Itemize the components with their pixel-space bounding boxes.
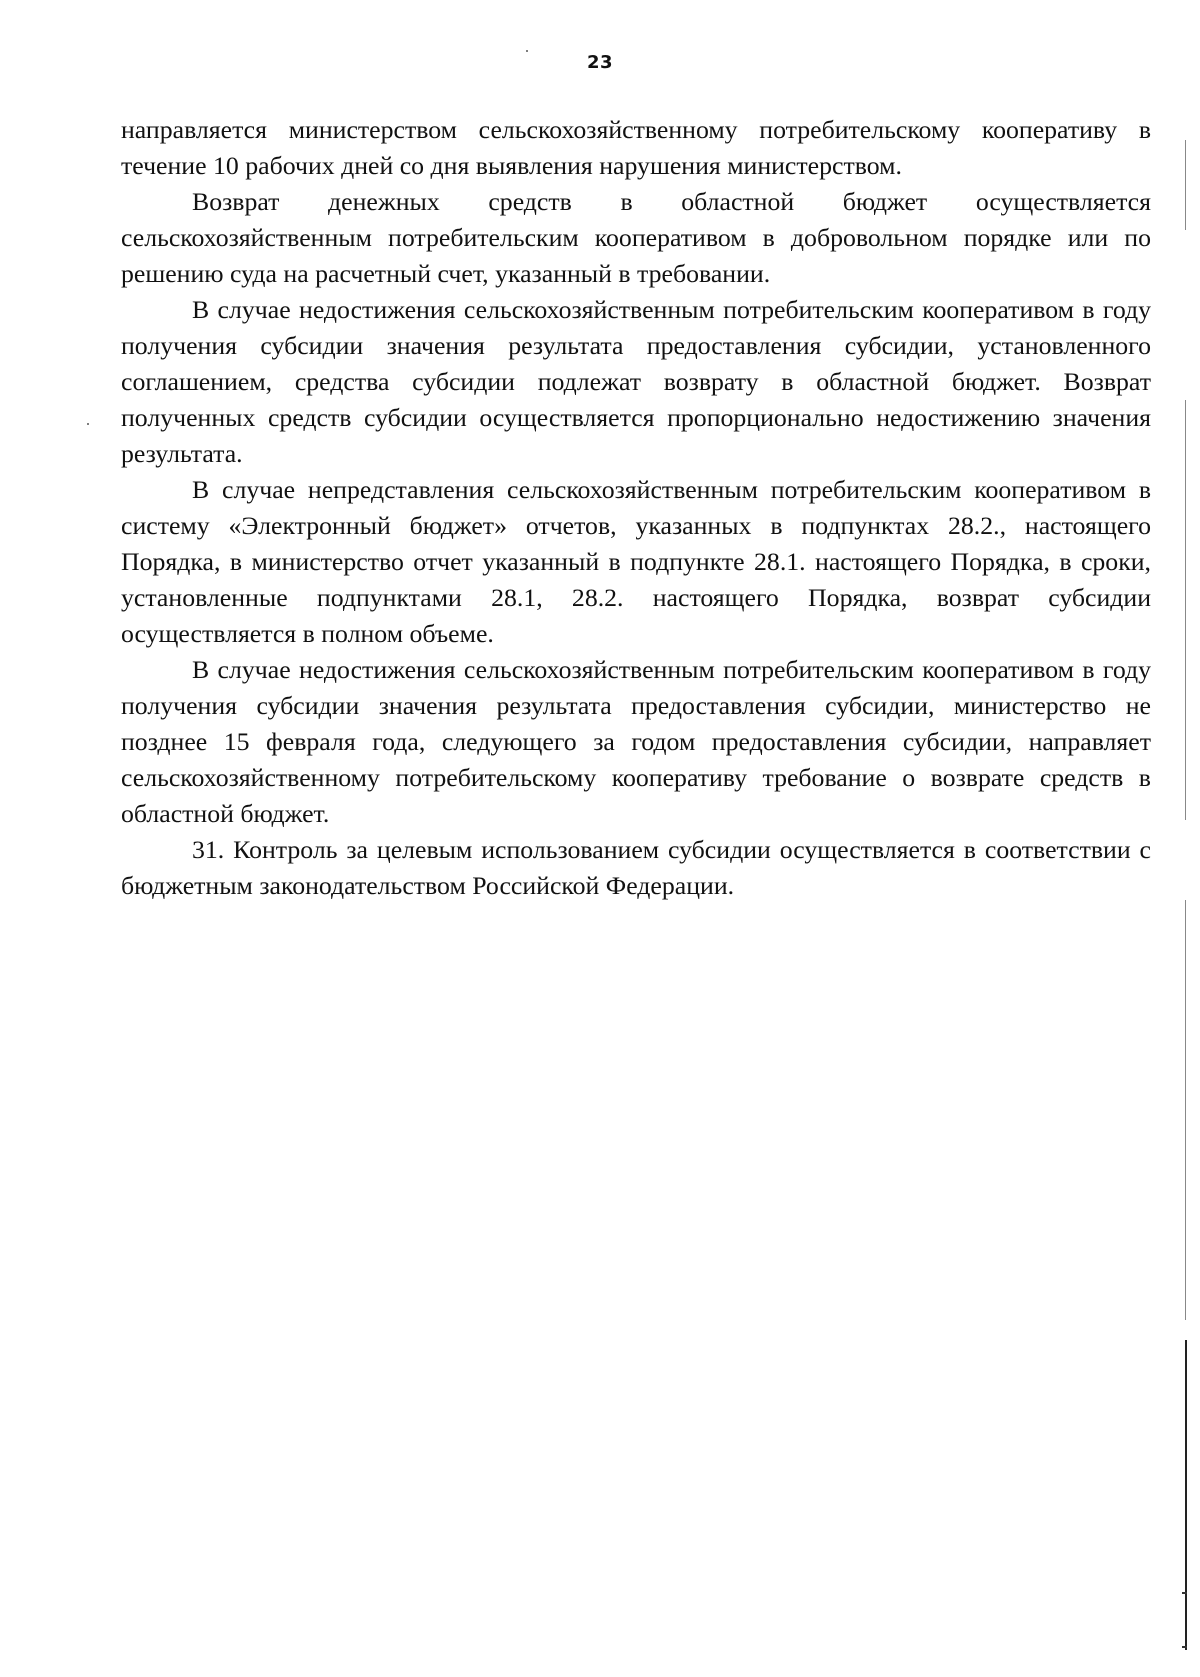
scan-artifact — [87, 423, 89, 425]
paragraph: направляется министерством сельскохозяйственному потребительскому кооперативу в течение 10 рабочих дней со дня выявления нарушения министерством. — [121, 115, 1151, 180]
paragraph: В случае непредставления сельскохозяйственным потребительским кооперативом в систему «Электронный бюджет» отчетов, указанных в подпунктах 28.2., настоящего Порядка, в министерство отчет указанный в подпункте 28.1. настоящего Порядка, в сроки, установленные подпунктами 28.1, 28.2. настоящего Порядка, возврат субсидии осуществляется в полном объеме. — [121, 475, 1151, 648]
scan-edge-line — [1185, 1340, 1187, 1650]
scan-edge-tick — [1182, 1646, 1187, 1648]
scan-edge-line — [1185, 400, 1186, 820]
paragraph: Возврат денежных средств в областной бюджет осуществляется сельскохозяйственным потребительским кооперативом в добровольном порядке или по решению суда на расчетный счет, указанный в требовании. — [121, 187, 1151, 288]
paragraph: В случае недостижения сельскохозяйственным потребительским кооперативом в году получения субсидии значения результата предоставления субсидии, установленного соглашением, средства субсидии подлежат возврату в областной бюджет. Возврат полученных средств субсидии осуществляется пропорционально недостижению значения результата. — [121, 295, 1151, 468]
document-body — [121, 112, 1151, 904]
scan-edge-line — [1185, 140, 1186, 230]
scan-edge-tick — [1182, 1592, 1187, 1594]
scan-artifact — [526, 50, 528, 52]
scan-edge-line — [1185, 900, 1186, 1320]
page-number: 23 — [586, 52, 614, 73]
paragraph: В случае недостижения сельскохозяйственным потребительским кооперативом в году получения субсидии значения результата предоставления субсидии, министерство не позднее 15 февраля года, следующего за годом предоставления субсидии, направляет сельскохозяйственному потребительскому кооперативу требование о возврате средств в областной бюджет. — [121, 655, 1151, 828]
paragraph: 31. Контроль за целевым использованием субсидии осуществляется в соответствии с бюджетным законодательством Российской Федерации. — [121, 835, 1151, 900]
